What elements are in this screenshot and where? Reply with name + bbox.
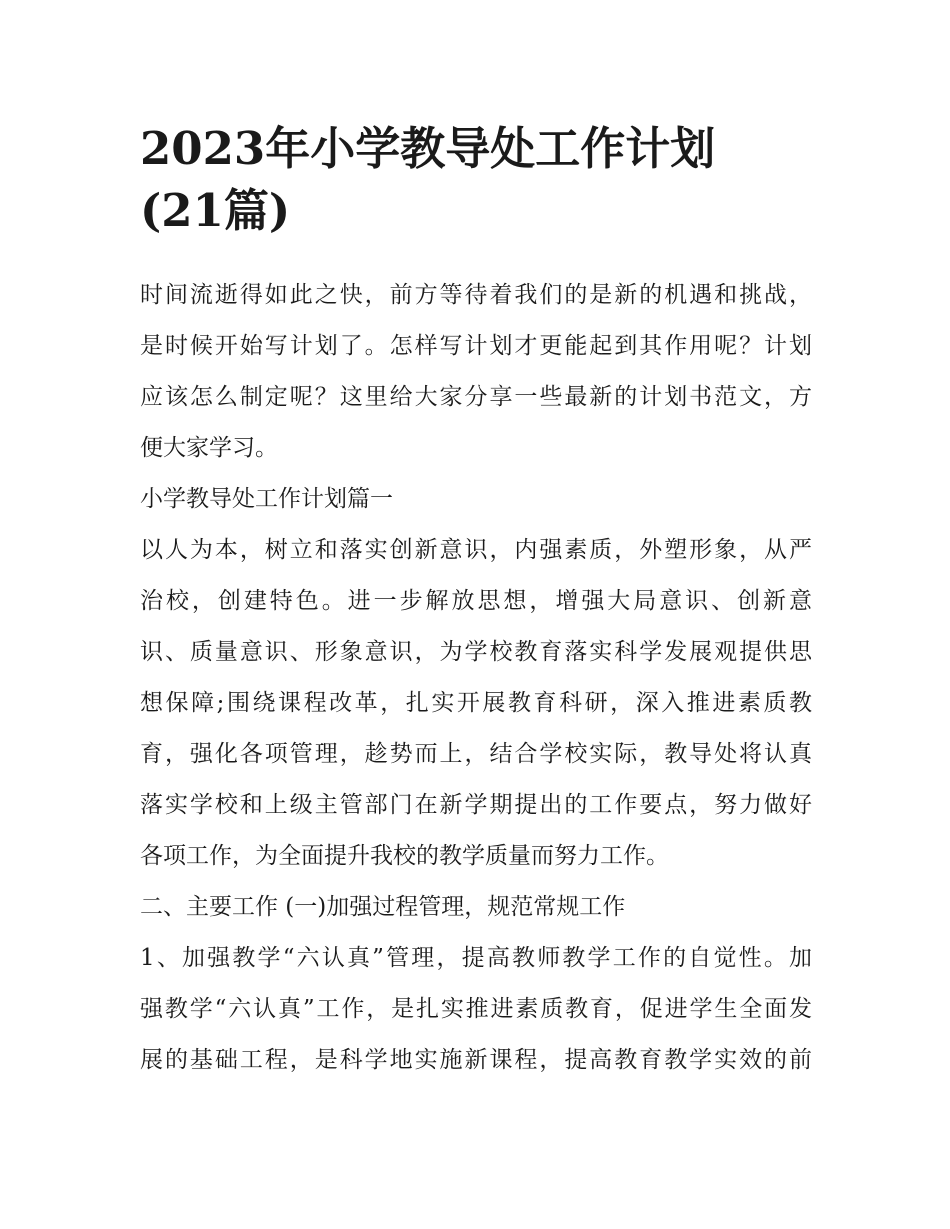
body-line: 落实学校和上级主管部门在新学期提出的工作要点，努力做好 bbox=[140, 792, 812, 818]
body-line: 各项工作，为全面提升我校的教学质量而努力工作。 bbox=[140, 843, 669, 869]
section-heading: 小学教导处工作计划篇一 bbox=[140, 486, 393, 512]
document-body bbox=[140, 270, 812, 1086]
body-line: 育，强化各项管理，趁势而上，结合学校实际，教导处将认真 bbox=[140, 741, 812, 767]
body-line: 强教学“六认真”工作，是扎实推进素质教育，促进学生全面发 bbox=[140, 996, 812, 1022]
body-line: 应该怎么制定呢？这里给大家分享一些最新的计划书范文，方 bbox=[140, 384, 812, 410]
body-line: 想保障;围绕课程改革，扎实开展教育科研，深入推进素质教 bbox=[140, 690, 812, 716]
section-heading: 二、主要工作 (一)加强过程管理，规范常规工作 bbox=[140, 894, 626, 920]
body-line: 便大家学习。 bbox=[140, 435, 278, 461]
document-title bbox=[140, 118, 812, 242]
body-line: 1、加强教学“六认真”管理，提高教师教学工作的自觉性。加 bbox=[140, 945, 812, 971]
title-line-1: 2023年小学教导处工作计划 bbox=[140, 122, 716, 175]
body-line: 展的基础工程，是科学地实施新课程，提高教育教学实效的前 bbox=[140, 1047, 812, 1073]
body-line: 治校，创建特色。进一步解放思想，增强大局意识、创新意 bbox=[140, 588, 812, 614]
body-line: 识、质量意识、形象意识，为学校教育落实科学发展观提供思 bbox=[140, 639, 812, 665]
document-content bbox=[140, 118, 812, 1086]
title-line-2: (21篇) bbox=[140, 184, 291, 237]
body-line: 时间流逝得如此之快，前方等待着我们的是新的机遇和挑战， bbox=[140, 282, 812, 308]
body-line: 是时候开始写计划了。怎样写计划才更能起到其作用呢？计划 bbox=[140, 333, 812, 359]
body-line: 以人为本，树立和落实创新意识，内强素质，外塑形象，从严 bbox=[140, 537, 812, 563]
